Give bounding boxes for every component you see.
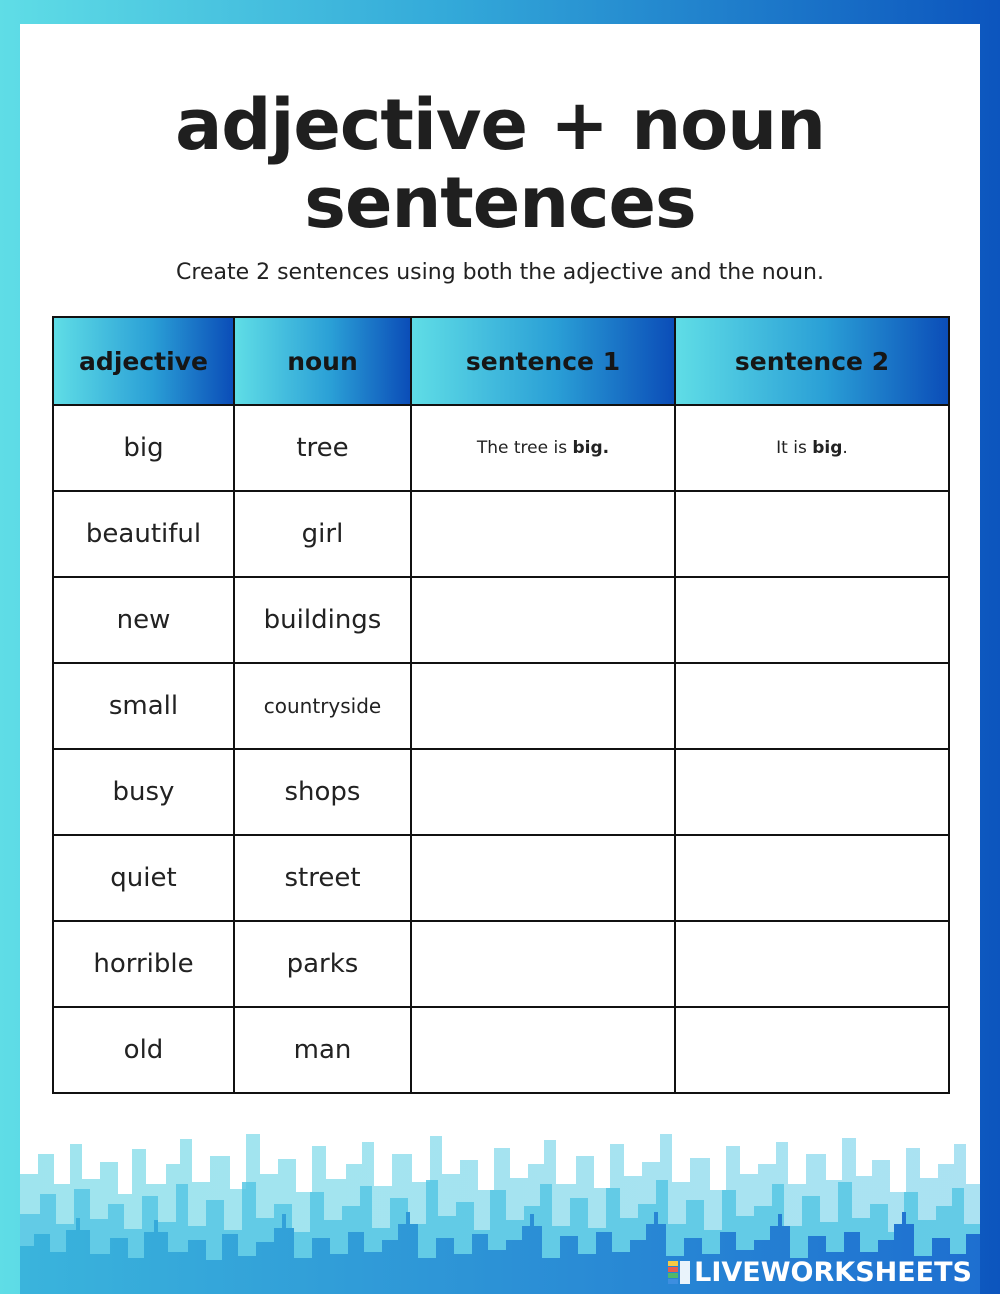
- noun-cell: street: [234, 835, 411, 921]
- table-row: [53, 491, 949, 577]
- adjective-cell: horrible: [53, 921, 234, 1007]
- worksheet-page: [20, 24, 980, 1294]
- sentence-1-answer-cell[interactable]: [411, 663, 675, 749]
- sentence-2-answer-cell[interactable]: [675, 835, 949, 921]
- sentence-2-answer-cell[interactable]: [675, 663, 949, 749]
- sentence-2-answer-cell[interactable]: [675, 749, 949, 835]
- instructions: Create 2 sentences using both the adjective and the noun.: [176, 260, 824, 285]
- noun-cell: buildings: [234, 577, 411, 663]
- title-line-1: adjective + noun: [175, 84, 825, 166]
- example-bold-word: big.: [572, 438, 610, 458]
- sentence-2-answer-cell[interactable]: [675, 1007, 949, 1093]
- adjective-cell: big: [53, 405, 234, 491]
- exercise-table: [52, 316, 950, 1094]
- header-sentence-1: sentence 1: [411, 317, 675, 405]
- table-row: [53, 835, 949, 921]
- adjective-cell: small: [53, 663, 234, 749]
- header-sentence-2: sentence 2: [675, 317, 949, 405]
- title-line-2: sentences: [304, 162, 696, 244]
- example-sentence-2: [675, 405, 949, 491]
- sentence-1-answer-cell[interactable]: [411, 491, 675, 577]
- header-noun: noun: [234, 317, 411, 405]
- sentence-1-answer-cell[interactable]: [411, 749, 675, 835]
- table-row: [53, 749, 949, 835]
- noun-cell: girl: [234, 491, 411, 577]
- noun-cell: tree: [234, 405, 411, 491]
- adjective-cell: quiet: [53, 835, 234, 921]
- adjective-cell: busy: [53, 749, 234, 835]
- example-text: It is: [776, 438, 813, 458]
- table-row: [53, 663, 949, 749]
- header-adjective: adjective: [53, 317, 234, 405]
- sentence-2-answer-cell[interactable]: [675, 577, 949, 663]
- sentence-2-answer-cell[interactable]: [675, 491, 949, 577]
- example-bold-word: big: [812, 438, 843, 458]
- sentence-1-answer-cell[interactable]: [411, 921, 675, 1007]
- sentence-1-answer-cell[interactable]: [411, 577, 675, 663]
- adjective-cell: beautiful: [53, 491, 234, 577]
- table-row: [53, 577, 949, 663]
- example-text: .: [842, 438, 848, 458]
- adjective-cell: new: [53, 577, 234, 663]
- sentence-2-answer-cell[interactable]: [675, 921, 949, 1007]
- noun-cell: shops: [234, 749, 411, 835]
- adjective-cell: old: [53, 1007, 234, 1093]
- sentence-1-answer-cell[interactable]: [411, 1007, 675, 1093]
- sentence-1-answer-cell[interactable]: [411, 835, 675, 921]
- noun-cell: countryside: [234, 663, 411, 749]
- example-text: The tree is: [476, 438, 573, 458]
- table-header-row: [53, 317, 949, 405]
- noun-cell: parks: [234, 921, 411, 1007]
- liveworksheets-logo-icon: [668, 1261, 690, 1285]
- table-row: [53, 405, 949, 491]
- example-sentence-1: [411, 405, 675, 491]
- liveworksheets-brand: [668, 1257, 972, 1288]
- table-row: [53, 921, 949, 1007]
- noun-cell: man: [234, 1007, 411, 1093]
- brand-text: LIVEWORKSHEETS: [694, 1257, 972, 1288]
- table-row: [53, 1007, 949, 1093]
- page-title: [20, 86, 980, 242]
